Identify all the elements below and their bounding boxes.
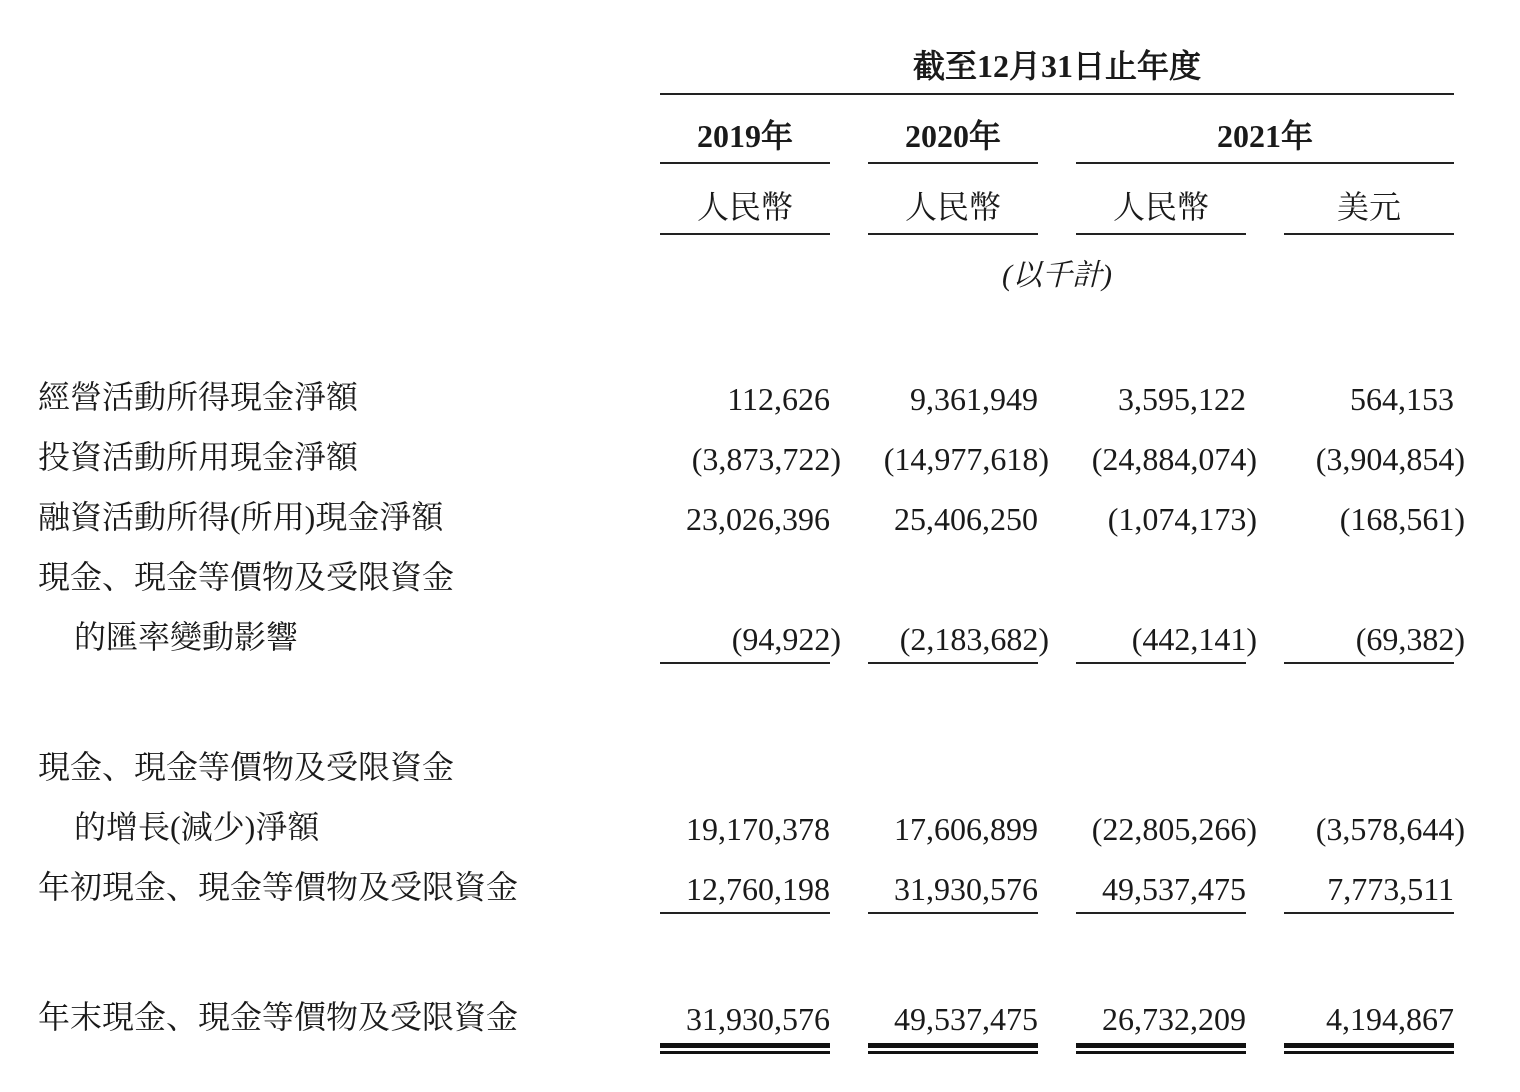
currency-header: 人民幣 xyxy=(696,189,793,225)
value-cell: 12,760,198 xyxy=(686,871,830,907)
value-cell: (442,141) xyxy=(1131,621,1257,657)
subtotal-rule xyxy=(1284,912,1454,914)
currency-rule xyxy=(1284,233,1454,235)
total-value-cell: 31,930,576 xyxy=(686,1001,830,1037)
subtotal-rule xyxy=(660,912,830,914)
total-value-cell: 49,537,475 xyxy=(894,1001,1038,1037)
value-cell: 564,153 xyxy=(1350,381,1454,417)
value-cell: 25,406,250 xyxy=(894,501,1038,537)
value-cell: (24,884,074) xyxy=(1091,441,1257,477)
total-value-cell: 26,732,209 xyxy=(1102,1001,1246,1037)
value-cell: 31,930,576 xyxy=(894,871,1038,907)
subtotal-rule xyxy=(1076,662,1246,664)
year-2020-header: 2020年 xyxy=(904,118,1001,154)
row-label-continued: 的增長(減少)淨額 xyxy=(74,809,320,845)
value-cell: 3,595,122 xyxy=(1118,381,1246,417)
currency-header: 美元 xyxy=(1336,189,1401,225)
currency-header: 人民幣 xyxy=(904,189,1001,225)
value-cell: 19,170,378 xyxy=(686,811,830,847)
row-label: 現金、現金等價物及受限資金 xyxy=(38,559,455,595)
subtotal-rule xyxy=(1076,912,1246,914)
subtotal-rule xyxy=(1284,662,1454,664)
value-cell: (69,382) xyxy=(1355,621,1465,657)
row-label-continued: 的匯率變動影響 xyxy=(74,619,299,655)
value-cell: 23,026,396 xyxy=(686,501,830,537)
total-double-rule xyxy=(1284,1043,1454,1054)
value-cell: (3,578,644) xyxy=(1315,811,1465,847)
value-cell: (3,904,854) xyxy=(1315,441,1465,477)
value-cell: 17,606,899 xyxy=(894,811,1038,847)
currency-rule xyxy=(1076,233,1246,235)
subtotal-rule xyxy=(868,912,1038,914)
value-cell: (3,873,722) xyxy=(691,441,841,477)
value-cell: (168,561) xyxy=(1339,501,1465,537)
subtotal-rule xyxy=(660,662,830,664)
total-double-rule xyxy=(868,1043,1038,1054)
total-double-rule xyxy=(660,1043,830,1054)
year-rule xyxy=(1076,162,1454,164)
value-cell: (14,977,618) xyxy=(883,441,1049,477)
currency-rule xyxy=(660,233,830,235)
row-label: 經營活動所得現金淨額 xyxy=(38,379,359,415)
currency-rule xyxy=(868,233,1038,235)
value-cell: (1,074,173) xyxy=(1107,501,1257,537)
value-cell: (2,183,682) xyxy=(899,621,1049,657)
value-cell: 7,773,511 xyxy=(1327,871,1454,907)
row-label: 投資活動所用現金淨額 xyxy=(38,439,359,475)
period-header: 截至12月31日止年度 xyxy=(912,48,1201,84)
row-label: 現金、現金等價物及受限資金 xyxy=(38,749,455,785)
value-cell: 112,626 xyxy=(727,381,830,417)
value-cell: 9,361,949 xyxy=(910,381,1038,417)
total-value-cell: 4,194,867 xyxy=(1326,1001,1454,1037)
header-rule xyxy=(660,93,1454,95)
currency-header: 人民幣 xyxy=(1112,189,1209,225)
year-2019-header: 2019年 xyxy=(696,118,793,154)
subtotal-rule xyxy=(868,662,1038,664)
row-label: 融資活動所得(所用)現金淨額 xyxy=(38,499,444,535)
value-cell: 49,537,475 xyxy=(1102,871,1246,907)
year-2021-header: 2021年 xyxy=(1216,118,1313,154)
total-row-label: 年末現金、現金等價物及受限資金 xyxy=(38,999,519,1035)
value-cell: (22,805,266) xyxy=(1091,811,1257,847)
unit-note: (以千計) xyxy=(1002,259,1112,292)
year-rule xyxy=(868,162,1038,164)
row-label: 年初現金、現金等價物及受限資金 xyxy=(38,869,519,905)
year-rule xyxy=(660,162,830,164)
value-cell: (94,922) xyxy=(731,621,841,657)
total-double-rule xyxy=(1076,1043,1246,1054)
